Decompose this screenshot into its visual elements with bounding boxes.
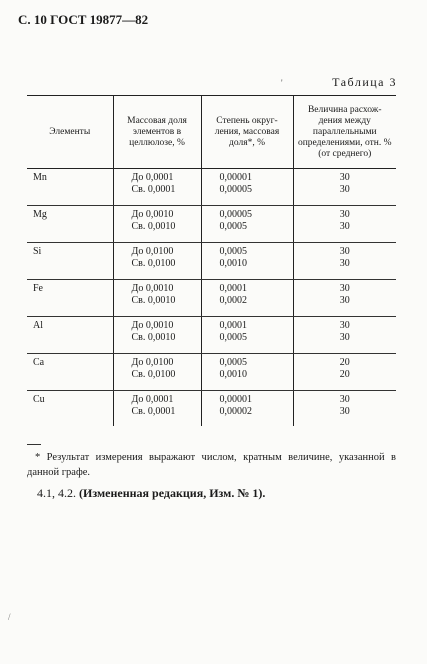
table-row (27, 354, 396, 391)
table-row (27, 169, 396, 206)
cell-mass-fraction (113, 169, 201, 206)
cell-rounding-step (201, 280, 293, 317)
cell-mass-fraction-value: Св. 0,0010 (131, 221, 176, 232)
cell-mass-fraction-value: До 0,0010 (131, 283, 174, 294)
cell-rounding-step-value: 0,0001 (219, 283, 247, 294)
cell-mass-fraction (113, 243, 201, 280)
cell-mass-fraction (113, 391, 201, 427)
cell-divergence-value: 30 (339, 221, 350, 232)
amendment-prefix: 4.1, 4.2. (37, 486, 76, 500)
cell-divergence (293, 169, 396, 206)
table-row (27, 243, 396, 280)
cell-element (27, 243, 113, 280)
cell-element-value: Si (33, 246, 42, 257)
cell-mass-fraction (113, 317, 201, 354)
cell-divergence-value: 30 (339, 209, 350, 220)
cell-rounding-step (201, 391, 293, 427)
cell-mass-fraction (113, 354, 201, 391)
cell-rounding-step-value: 0,0010 (219, 258, 247, 269)
tick-mark: ' (281, 78, 283, 88)
cell-element (27, 169, 113, 206)
cell-rounding-step-value: 0,0010 (219, 369, 247, 380)
cell-element (27, 206, 113, 243)
cell-divergence (293, 391, 396, 427)
cell-divergence-value: 30 (339, 258, 350, 269)
cell-mass-fraction-value: До 0,0100 (131, 357, 174, 368)
cell-rounding-step-value: 0,00002 (219, 406, 252, 417)
cell-rounding-step-value: 0,0005 (219, 357, 247, 368)
cell-divergence-value: 30 (339, 246, 350, 257)
cell-divergence-value: 20 (339, 369, 350, 380)
cell-rounding-step-value: 0,00001 (219, 394, 252, 405)
cell-mass-fraction-value: Св. 0,0010 (131, 295, 176, 306)
cell-rounding-step-value: 0,00005 (219, 209, 252, 220)
footnote-divider (27, 444, 41, 445)
cell-rounding-step (201, 243, 293, 280)
cell-element-value: Cu (33, 394, 45, 405)
table-row (27, 206, 396, 243)
cell-divergence-value: 30 (339, 283, 350, 294)
cell-mass-fraction-value: До 0,0010 (131, 209, 174, 220)
header-mass-fraction: Массовая доля элементов в целлюлозе, % (113, 96, 201, 169)
cell-mass-fraction-value: Св. 0,0010 (131, 332, 176, 343)
amendment-note: (Измененная редакция, Изм. № 1). (79, 486, 266, 500)
cell-divergence (293, 206, 396, 243)
table-row (27, 280, 396, 317)
cell-element (27, 391, 113, 427)
cell-element-value: Al (33, 320, 43, 331)
margin-mark: / (8, 612, 11, 622)
cell-element (27, 354, 113, 391)
cell-divergence-value: 30 (339, 394, 350, 405)
header-elements: Элементы (27, 96, 113, 169)
cell-element-value: Mg (33, 209, 47, 220)
table-row (27, 317, 396, 354)
cell-rounding-step-value: 0,00005 (219, 184, 252, 195)
cell-mass-fraction-value: До 0,0001 (131, 394, 174, 405)
cell-divergence-value: 30 (339, 172, 350, 183)
cell-rounding-step-value: 0,0005 (219, 221, 247, 232)
cell-divergence-value: 30 (339, 184, 350, 195)
table-caption: Таблица 3 (332, 75, 397, 89)
cell-divergence (293, 243, 396, 280)
cell-divergence-value: 30 (339, 295, 350, 306)
cell-divergence-value: 20 (339, 357, 350, 368)
cell-mass-fraction (113, 206, 201, 243)
cell-mass-fraction (113, 280, 201, 317)
header-divergence: Величина расхож- дения между параллельными определениями, отн. % (от среднего) (293, 96, 396, 169)
cell-element (27, 317, 113, 354)
cell-mass-fraction-value: Св. 0,0100 (131, 258, 176, 269)
cell-mass-fraction-value: До 0,0001 (131, 172, 174, 183)
cell-divergence-value: 30 (339, 406, 350, 417)
table-row (27, 391, 396, 427)
cell-mass-fraction-value: До 0,0100 (131, 246, 174, 257)
cell-mass-fraction-value: Св. 0,0001 (131, 184, 176, 195)
cell-element (27, 280, 113, 317)
amendment-line (37, 486, 265, 501)
cell-divergence-value: 30 (339, 320, 350, 331)
cell-rounding-step-value: 0,0005 (219, 332, 247, 343)
cell-rounding-step-value: 0,00001 (219, 172, 252, 183)
footnote: * Результат измерения выражают числом, кратным величине, указанной в данной графе. (27, 452, 396, 478)
cell-mass-fraction-value: Св. 0,0001 (131, 406, 176, 417)
header-rounding-step: Степень округ- ления, массовая доля*, % (201, 96, 293, 169)
cell-rounding-step-value: 0,0005 (219, 246, 247, 257)
cell-element-value: Mn (33, 172, 47, 183)
cell-element-value: Fe (33, 283, 43, 294)
cell-rounding-step (201, 354, 293, 391)
cell-element-value: Ca (33, 357, 45, 368)
cell-rounding-step (201, 317, 293, 354)
cell-divergence (293, 317, 396, 354)
table-header-row (27, 96, 396, 169)
data-table (27, 95, 396, 426)
cell-mass-fraction-value: До 0,0010 (131, 320, 174, 331)
cell-rounding-step (201, 206, 293, 243)
cell-divergence-value: 30 (339, 332, 350, 343)
page-header: С. 10 ГОСТ 19877—82 (18, 12, 149, 27)
cell-rounding-step-value: 0,0002 (219, 295, 247, 306)
cell-divergence (293, 280, 396, 317)
cell-rounding-step (201, 169, 293, 206)
cell-divergence (293, 354, 396, 391)
table-body (27, 169, 396, 427)
cell-mass-fraction-value: Св. 0,0100 (131, 369, 176, 380)
cell-rounding-step-value: 0,0001 (219, 320, 247, 331)
